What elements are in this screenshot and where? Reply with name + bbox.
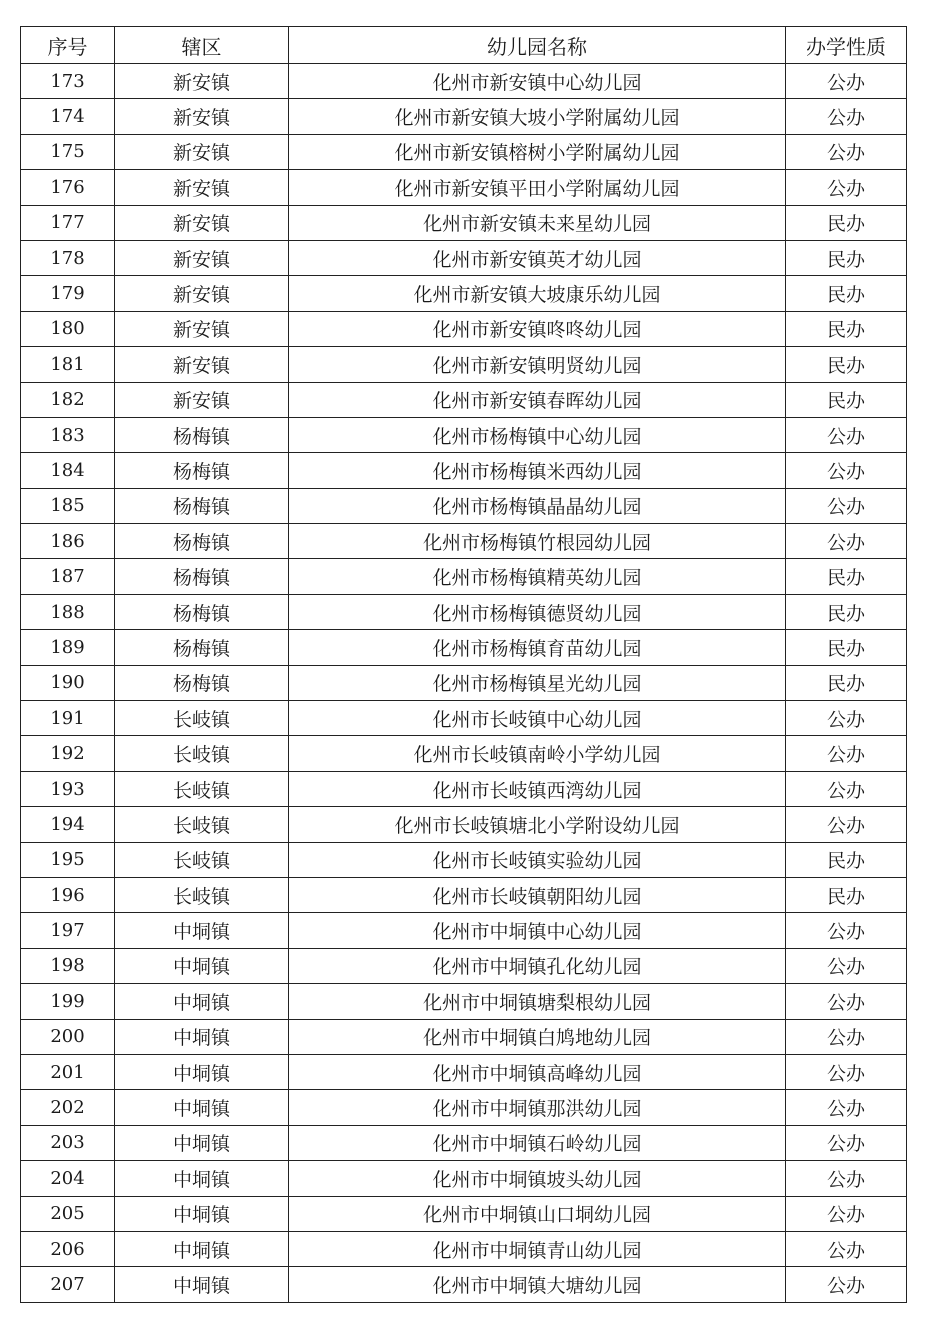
cell-index: 188 [21,594,115,629]
cell-index: 190 [21,665,115,700]
table-row [21,948,907,983]
cell-index: 186 [21,524,115,559]
cell-index: 173 [21,64,115,99]
cell-school-type: 公办 [786,736,907,771]
cell-district: 杨梅镇 [115,417,289,452]
table-row [21,1125,907,1160]
cell-district: 杨梅镇 [115,453,289,488]
cell-index: 204 [21,1161,115,1196]
cell-index: 178 [21,240,115,275]
cell-district: 长岐镇 [115,701,289,736]
cell-school-type: 公办 [786,524,907,559]
table-row [21,807,907,842]
cell-district: 中垌镇 [115,948,289,983]
header-row [21,27,907,64]
cell-district: 长岐镇 [115,771,289,806]
cell-school-type: 公办 [786,913,907,948]
cell-index: 195 [21,842,115,877]
cell-school-type: 公办 [786,984,907,1019]
cell-index: 177 [21,205,115,240]
cell-kindergarten-name: 化州市中垌镇塘梨根幼儿园 [289,984,786,1019]
cell-school-type: 民办 [786,559,907,594]
table-row [21,594,907,629]
table-row [21,913,907,948]
cell-index: 194 [21,807,115,842]
kindergarten-table [20,26,907,1303]
cell-school-type: 公办 [786,948,907,983]
table-row [21,1196,907,1231]
cell-kindergarten-name: 化州市长岐镇实验幼儿园 [289,842,786,877]
table-row [21,99,907,134]
cell-kindergarten-name: 化州市长岐镇南岭小学幼儿园 [289,736,786,771]
cell-school-type: 公办 [786,1019,907,1054]
cell-school-type: 民办 [786,276,907,311]
cell-district: 中垌镇 [115,1090,289,1125]
cell-district: 中垌镇 [115,1231,289,1266]
header-district: 辖区 [115,27,289,64]
table-row [21,701,907,736]
cell-index: 187 [21,559,115,594]
cell-school-type: 民办 [786,347,907,382]
cell-kindergarten-name: 化州市杨梅镇精英幼儿园 [289,559,786,594]
cell-district: 中垌镇 [115,1196,289,1231]
cell-district: 中垌镇 [115,1019,289,1054]
cell-school-type: 公办 [786,170,907,205]
cell-kindergarten-name: 化州市杨梅镇育苗幼儿园 [289,630,786,665]
cell-district: 新安镇 [115,99,289,134]
table-row [21,665,907,700]
cell-index: 181 [21,347,115,382]
cell-kindergarten-name: 化州市新安镇大坡康乐幼儿园 [289,276,786,311]
cell-school-type: 公办 [786,1231,907,1266]
cell-district: 新安镇 [115,64,289,99]
table-row [21,240,907,275]
cell-school-type: 公办 [786,488,907,523]
cell-district: 中垌镇 [115,913,289,948]
table-row [21,1231,907,1266]
cell-district: 新安镇 [115,347,289,382]
cell-kindergarten-name: 化州市中垌镇白鸠地幼儿园 [289,1019,786,1054]
cell-district: 杨梅镇 [115,665,289,700]
table-row [21,417,907,452]
cell-district: 中垌镇 [115,1267,289,1302]
table-body [21,64,907,1303]
cell-index: 191 [21,701,115,736]
table-row [21,453,907,488]
table-row [21,877,907,912]
cell-district: 新安镇 [115,276,289,311]
cell-kindergarten-name: 化州市中垌镇坡头幼儿园 [289,1161,786,1196]
cell-kindergarten-name: 化州市长岐镇中心幼儿园 [289,701,786,736]
cell-district: 中垌镇 [115,1125,289,1160]
cell-kindergarten-name: 化州市中垌镇那洪幼儿园 [289,1090,786,1125]
table-row [21,771,907,806]
cell-district: 新安镇 [115,134,289,169]
cell-index: 197 [21,913,115,948]
cell-district: 新安镇 [115,311,289,346]
cell-index: 176 [21,170,115,205]
cell-index: 201 [21,1054,115,1089]
cell-district: 长岐镇 [115,736,289,771]
cell-index: 199 [21,984,115,1019]
table-row [21,559,907,594]
cell-kindergarten-name: 化州市杨梅镇德贤幼儿园 [289,594,786,629]
cell-index: 193 [21,771,115,806]
cell-kindergarten-name: 化州市新安镇中心幼儿园 [289,64,786,99]
table-row [21,276,907,311]
table-row [21,205,907,240]
table-row [21,1161,907,1196]
cell-index: 183 [21,417,115,452]
cell-kindergarten-name: 化州市中垌镇石岭幼儿园 [289,1125,786,1160]
cell-kindergarten-name: 化州市新安镇平田小学附属幼儿园 [289,170,786,205]
cell-kindergarten-name: 化州市杨梅镇晶晶幼儿园 [289,488,786,523]
cell-school-type: 公办 [786,1267,907,1302]
cell-school-type: 民办 [786,311,907,346]
cell-index: 196 [21,877,115,912]
cell-kindergarten-name: 化州市新安镇大坡小学附属幼儿园 [289,99,786,134]
cell-index: 185 [21,488,115,523]
cell-school-type: 民办 [786,665,907,700]
cell-school-type: 公办 [786,134,907,169]
cell-school-type: 公办 [786,1125,907,1160]
table-row [21,842,907,877]
cell-district: 中垌镇 [115,1054,289,1089]
cell-school-type: 民办 [786,205,907,240]
cell-district: 新安镇 [115,382,289,417]
cell-district: 杨梅镇 [115,594,289,629]
cell-kindergarten-name: 化州市新安镇榕树小学附属幼儿园 [289,134,786,169]
cell-index: 192 [21,736,115,771]
cell-kindergarten-name: 化州市中垌镇大塘幼儿园 [289,1267,786,1302]
table-row [21,64,907,99]
cell-school-type: 民办 [786,382,907,417]
cell-index: 184 [21,453,115,488]
cell-index: 206 [21,1231,115,1266]
cell-kindergarten-name: 化州市中垌镇青山幼儿园 [289,1231,786,1266]
cell-kindergarten-name: 化州市新安镇未来星幼儿园 [289,205,786,240]
cell-index: 207 [21,1267,115,1302]
cell-kindergarten-name: 化州市长岐镇朝阳幼儿园 [289,877,786,912]
table-row [21,1019,907,1054]
cell-index: 203 [21,1125,115,1160]
cell-index: 202 [21,1090,115,1125]
cell-index: 174 [21,99,115,134]
cell-index: 189 [21,630,115,665]
cell-school-type: 公办 [786,701,907,736]
table-row [21,488,907,523]
cell-school-type: 公办 [786,771,907,806]
cell-kindergarten-name: 化州市杨梅镇竹根园幼儿园 [289,524,786,559]
cell-kindergarten-name: 化州市新安镇明贤幼儿园 [289,347,786,382]
cell-district: 杨梅镇 [115,630,289,665]
cell-school-type: 民办 [786,877,907,912]
cell-school-type: 民办 [786,842,907,877]
cell-kindergarten-name: 化州市中垌镇中心幼儿园 [289,913,786,948]
cell-school-type: 公办 [786,453,907,488]
cell-district: 新安镇 [115,205,289,240]
cell-school-type: 公办 [786,1161,907,1196]
cell-kindergarten-name: 化州市中垌镇孔化幼儿园 [289,948,786,983]
cell-index: 182 [21,382,115,417]
cell-district: 中垌镇 [115,984,289,1019]
table-row [21,1267,907,1302]
table-row [21,170,907,205]
cell-district: 中垌镇 [115,1161,289,1196]
header-school-type: 办学性质 [786,27,907,64]
cell-school-type: 公办 [786,1054,907,1089]
header-index: 序号 [21,27,115,64]
cell-district: 长岐镇 [115,877,289,912]
cell-school-type: 公办 [786,417,907,452]
cell-index: 198 [21,948,115,983]
table-row [21,524,907,559]
cell-school-type: 公办 [786,807,907,842]
cell-kindergarten-name: 化州市长岐镇西湾幼儿园 [289,771,786,806]
cell-school-type: 民办 [786,240,907,275]
table-row [21,630,907,665]
cell-kindergarten-name: 化州市杨梅镇中心幼儿园 [289,417,786,452]
cell-school-type: 民办 [786,594,907,629]
table-row [21,311,907,346]
cell-kindergarten-name: 化州市中垌镇高峰幼儿园 [289,1054,786,1089]
cell-index: 200 [21,1019,115,1054]
cell-district: 杨梅镇 [115,524,289,559]
cell-district: 新安镇 [115,170,289,205]
table-row [21,1090,907,1125]
table-row [21,1054,907,1089]
cell-district: 新安镇 [115,240,289,275]
cell-index: 205 [21,1196,115,1231]
cell-school-type: 公办 [786,1090,907,1125]
cell-school-type: 公办 [786,64,907,99]
header-kindergarten-name: 幼儿园名称 [289,27,786,64]
cell-district: 杨梅镇 [115,488,289,523]
cell-kindergarten-name: 化州市中垌镇山口垌幼儿园 [289,1196,786,1231]
cell-index: 180 [21,311,115,346]
table-row [21,134,907,169]
cell-kindergarten-name: 化州市新安镇英才幼儿园 [289,240,786,275]
cell-kindergarten-name: 化州市新安镇咚咚幼儿园 [289,311,786,346]
cell-district: 长岐镇 [115,842,289,877]
cell-kindergarten-name: 化州市杨梅镇米西幼儿园 [289,453,786,488]
cell-district: 杨梅镇 [115,559,289,594]
cell-kindergarten-name: 化州市杨梅镇星光幼儿园 [289,665,786,700]
table-row [21,382,907,417]
cell-kindergarten-name: 化州市新安镇春晖幼儿园 [289,382,786,417]
cell-district: 长岐镇 [115,807,289,842]
cell-index: 175 [21,134,115,169]
cell-kindergarten-name: 化州市长岐镇塘北小学附设幼儿园 [289,807,786,842]
table-row [21,347,907,382]
cell-school-type: 民办 [786,630,907,665]
cell-school-type: 公办 [786,1196,907,1231]
cell-index: 179 [21,276,115,311]
table-row [21,984,907,1019]
table-row [21,736,907,771]
cell-school-type: 公办 [786,99,907,134]
